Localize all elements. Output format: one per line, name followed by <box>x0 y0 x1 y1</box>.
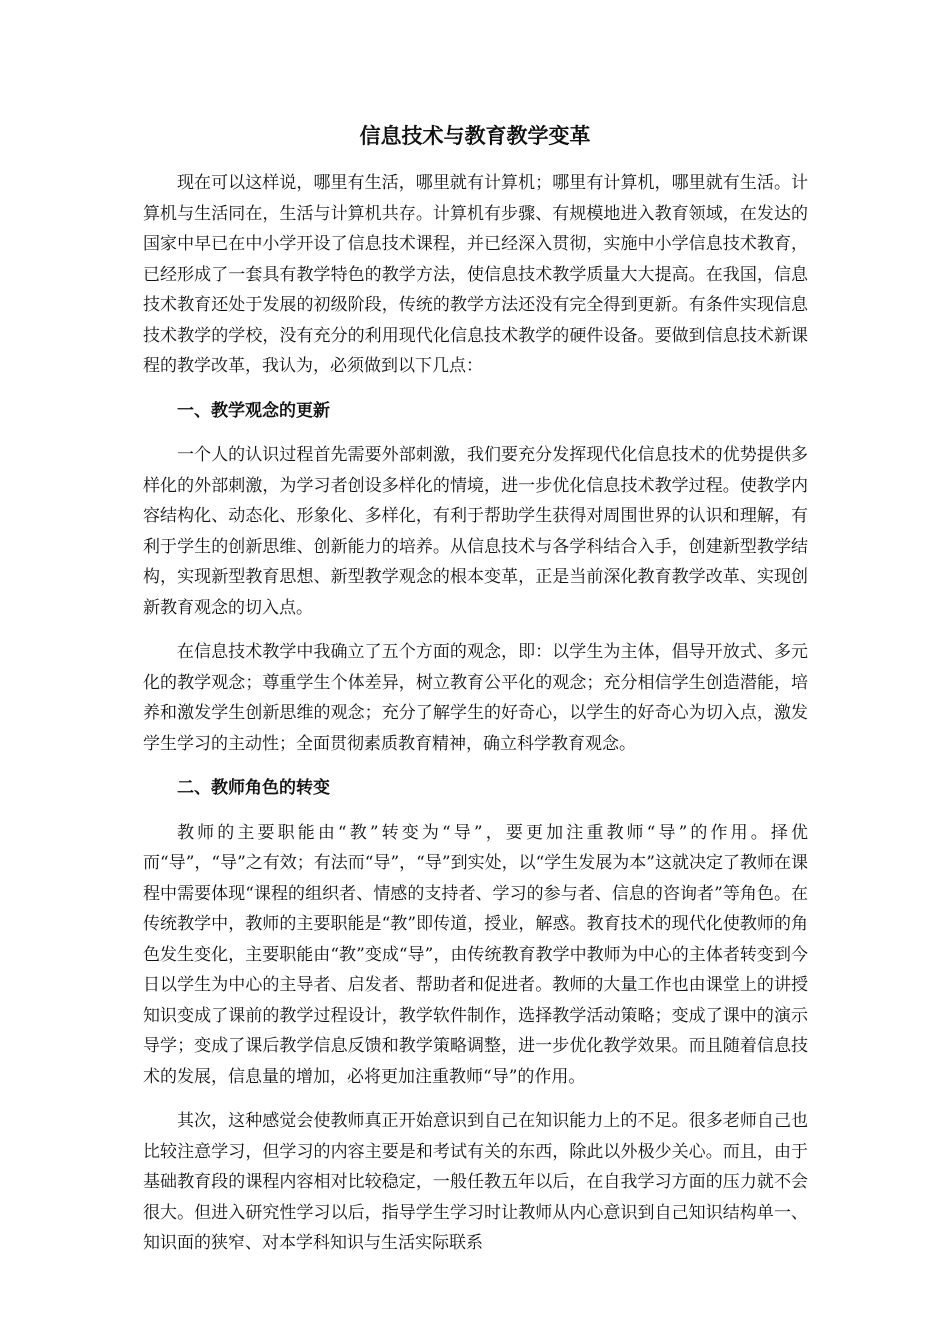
document-body <box>143 168 808 1259</box>
paragraph-gap <box>143 426 808 440</box>
section-1-paragraph-2: 在信息技术教学中我确立了五个方面的观念，即：以学生为主体，倡导开放式、多元化的教学观念；尊重学生个体差异，树立教育公平化的观念；充分相信学生创造潜能，培养和激发学生创新思维的观念；充分了解学生的好奇心，以学生的好奇心为切入点，激发学生学习的主动性；全面贯彻素质教育精神，确立科学教育观念。 <box>143 642 808 754</box>
section-2-paragraph-2: 其次，这种感觉会使教师真正开始意识到自己在知识能力上的不足。很多老师自己也比较注意学习，但学习的内容主要是和考试有关的东西，除此以外极少关心。而且，由于基础教育段的课程内容相对比较稳定，一般任教五年以后，在自我学习方面的压力就不会很大。但进入研究性学习以后，指导学生学习时让教师从内心意识到自己知识结构单一、知识面的狭窄、对本学科知识与生活实际联系 <box>143 1111 808 1253</box>
paragraph-gap <box>143 1092 808 1106</box>
intro-paragraph: 现在可以这样说，哪里有生活，哪里就有计算机；哪里有计算机，哪里就有生活。计算机与生活同在，生活与计算机共存。计算机有步骤、有规模地进入教育领域，在发达的国家中早已在中小学开设了信息技术课程，并已经深入贯彻，实施中小学信息技术教育，已经形成了一套具有教学特色的教学方法，使信息技术教学质量大大提高。在我国，信息技术教育还处于发展的初级阶段，传统的教学方法还没有完全得到更新。有条件实现信息技术教学的学校，没有充分的利用现代化信息技术教学的硬件设备。要做到信息技术新课程的教学改革，我认为，必须做到以下几点： <box>143 173 808 376</box>
section-1-paragraph-1: 一个人的认识过程首先需要外部刺激，我们要充分发挥现代化信息技术的优势提供多样化的外部刺激，为学习者创设多样化的情境，进一步优化信息技术教学过程。使教学内容结构化、动态化、形象化、多样化，有利于帮助学生获得对周围世界的认识和理解，有利于学生的创新思维、创新能力的培养。从信息技术与各学科结合入手，创建新型教学结构，实现新型教育思想、新型教学观念的根本变革，正是当前深化教育教学改革、实现创新教育观念的切入点。 <box>143 445 808 618</box>
paragraph-gap <box>143 623 808 637</box>
document-title: 信息技术与教育教学变革 <box>359 123 591 148</box>
section-heading-2: 二、教师角色的转变 <box>177 778 330 798</box>
paragraph-gap <box>143 382 808 396</box>
section-2-paragraph-1: 教师的主要职能由“教”转变为“导”，要更加注重教师“导”的作用。择优而“导”，“导”之有效；有法而“导”，“导”到实处，以“学生发展为本”这就决定了教师在课程中需要体现“课程的组织者、情感的支持者、学习的参与者、信息的咨询者”等角色。在传统教学中，教师的主要职能是“教”即传道，授业，解惑。教育技术的现代化使教师的角色发生变化，主要职能由“教”变成“导”，由传统教育教学中教师为中心的主体者转变到今日以学生为中心的主导者、启发者、帮助者和促进者。教师的大量工作也由课堂上的讲授知识变成了课前的教学过程设计，教学软件制作，选择教学活动策略；变成了课中的演示导学；变成了课后教学信息反馈和教学策略调整，进一步优化教学效果。而且随着信息技术的发展，信息量的增加，必将更加注重教师“导”的作用。 <box>143 822 808 1087</box>
paragraph-gap <box>143 759 808 773</box>
paragraph-gap <box>143 804 808 818</box>
section-heading-1: 一、教学观念的更新 <box>177 400 330 421</box>
